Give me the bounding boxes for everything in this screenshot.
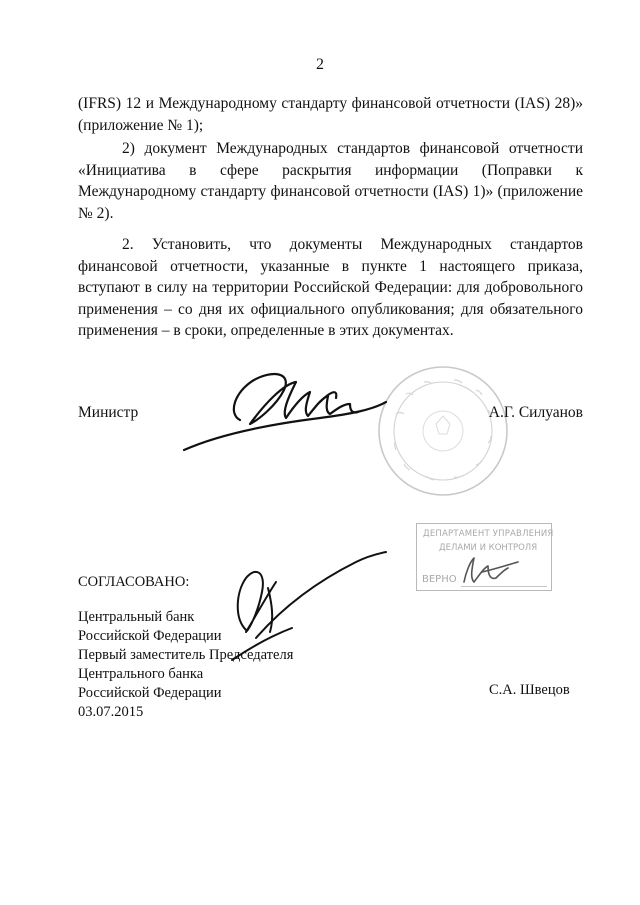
approval-signer-name: С.А. Швецов	[489, 682, 570, 698]
paragraph-2-line-4: № 2).	[78, 204, 114, 222]
approval-date: 03.07.2015	[78, 704, 144, 720]
approval-line-2: Российской Федерации	[78, 628, 222, 644]
paragraph-2	[78, 138, 583, 224]
stamp-department-line-2: ДЕЛАМИ И КОНТРОЛЯ	[439, 543, 538, 553]
approval-line-1: Центральный банк	[78, 609, 195, 625]
page-number: 2	[316, 56, 324, 73]
paragraph-1	[78, 93, 583, 136]
paragraph-3-line-5: применения – в сроки, определенные в этих документах.	[78, 322, 454, 339]
paragraph-3-line-4: применения – со дня их официального опубликования; для обязательного	[78, 300, 583, 318]
approval-line-4: Центрального банка	[78, 666, 204, 682]
paragraph-3	[78, 234, 583, 342]
paragraph-2-line-3: Международному стандарту финансовой отчетности (IAS) 1)» (приложение	[78, 183, 583, 200]
paragraph-1-line-2: (приложение № 1);	[78, 116, 204, 134]
minister-signature	[180, 362, 420, 462]
paragraph-3-line-3: вступают в силу на территории Российской Федерации: для добровольного	[78, 279, 583, 296]
paragraph-3-line-1: 2. Установить, что документы Международных стандартов	[122, 236, 583, 253]
stamp-signature	[452, 552, 524, 592]
minister-label: Министр	[78, 404, 139, 421]
approval-title: СОГЛАСОВАНО:	[78, 574, 190, 590]
stamp-department-line-1: ДЕПАРТАМЕНТ УПРАВЛЕНИЯ	[423, 529, 554, 539]
approval-line-5: Российской Федерации	[78, 685, 222, 701]
approval-line-3: Первый заместитель Председателя	[78, 647, 294, 663]
stamp-verno: ВЕРНО	[422, 574, 457, 585]
paragraph-3-line-2: финансовой отчетности, указанные в пункте 1 настоящего приказа,	[78, 257, 583, 275]
minister-name: А.Г. Силуанов	[488, 404, 583, 421]
paragraph-2-line-2: «Инициатива в сфере раскрытия информации (Поправки к	[78, 161, 583, 179]
deputy-signature	[196, 548, 396, 668]
paragraph-1-line-1: (IFRS) 12 и Международному стандарту финансовой отчетности (IAS) 28)»	[78, 95, 583, 112]
paragraph-2-line-1: 2) документ Международных стандартов финансовой отчетности	[122, 140, 583, 157]
